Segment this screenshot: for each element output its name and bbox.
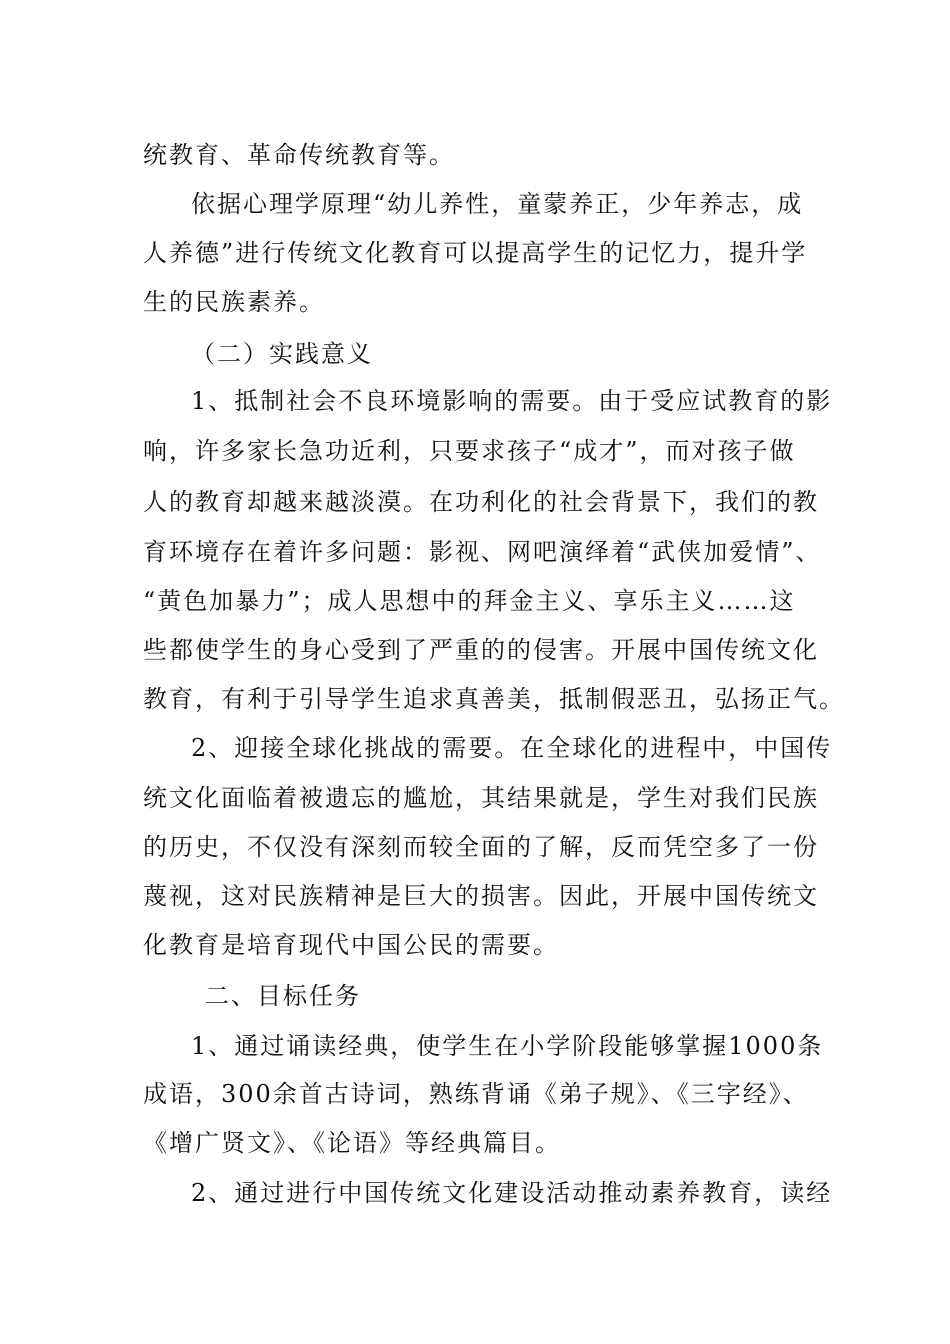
text-line: 育环境存在着许多问题：影视、网吧演绎着“武侠加爱情”、	[143, 538, 822, 566]
text-line: 统文化面临着被遗忘的尴尬，其结果就是，学生对我们民族	[143, 784, 819, 812]
section-heading: （二）实践意义	[191, 340, 373, 368]
text-line: 1、抵制社会不良环境影响的需要。由于受应试教育的影	[191, 387, 833, 415]
text-line: 2、迎接全球化挑战的需要。在全球化的进程中，中国传	[191, 734, 833, 762]
text-line: 蔑视，这对民族精神是巨大的损害。因此，开展中国传统文	[143, 882, 819, 910]
text-line: 成语，300余首古诗词，熟练背诵《弟子规》、《三字经》、	[143, 1080, 809, 1108]
text-line: 响，许多家长急功近利，只要求孩子“成才”，而对孩子做	[143, 437, 796, 465]
text-line: 人养德”进行传统文化教育可以提高学生的记忆力，提升学	[143, 239, 808, 267]
text-line: 生的民族素养。	[143, 288, 325, 316]
text-line: 的历史，不仅没有深刻而较全面的了解，反而凭空多了一份	[143, 833, 819, 861]
text-line: 统教育、革命传统教育等。	[143, 141, 455, 169]
text-line: 化教育是培育现代中国公民的需要。	[143, 931, 559, 959]
text-line: 《增广贤文》、《论语》等经典篇目。	[143, 1129, 561, 1157]
text-line: 人的教育却越来越淡漠。在功利化的社会背景下，我们的教	[143, 488, 819, 516]
section-heading: 二、目标任务	[205, 982, 361, 1010]
text-line: “黄色加暴力”；成人思想中的拜金主义、享乐主义……这	[143, 587, 796, 615]
text-line: 教育，有利于引导学生追求真善美，抵制假恶丑，弘扬正气。	[143, 685, 845, 713]
text-line: 些都使学生的身心受到了严重的的侵害。开展中国传统文化	[143, 636, 819, 664]
text-line: 依据心理学原理“幼儿养性，童蒙养正，少年养志，成	[191, 190, 804, 218]
text-line: 2、通过进行中国传统文化建设活动推动素养教育，读经	[191, 1179, 833, 1207]
text-line: 1、通过诵读经典，使学生在小学阶段能够掌握1000条	[191, 1032, 824, 1060]
